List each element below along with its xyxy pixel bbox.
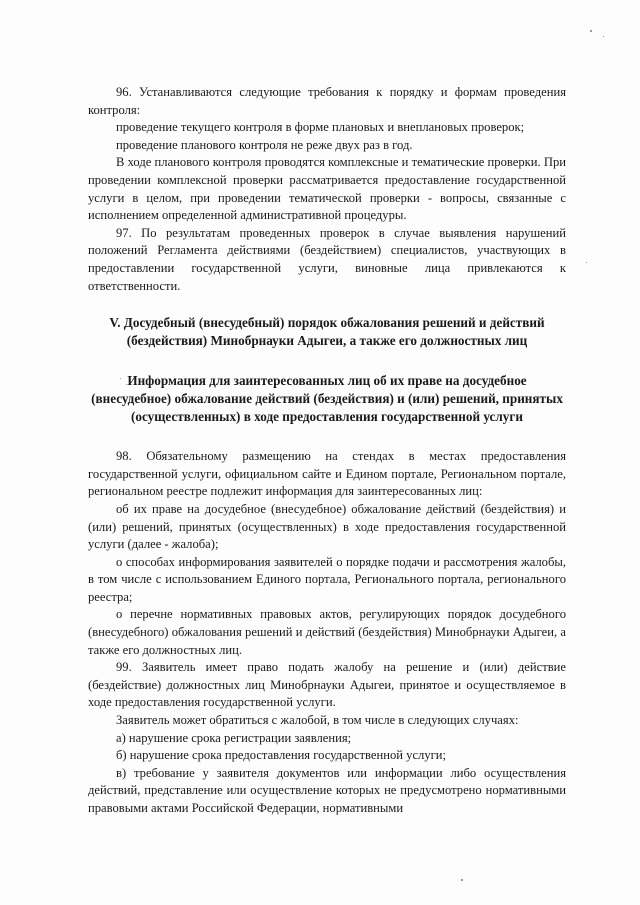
paragraph-99: 99. Заявитель имеет право подать жалобу на решение и (или) действие (бездействие) должностных лиц Минобрнауки Адыгеи, принятое и осуществляемое в ходе предоставления государственной услуги. xyxy=(88,660,566,710)
paragraph-98-acts: о перечне нормативных правовых актов, регулирующих порядок досудебного (внесудебного) обжалования решений и действий (бездействия) Минобрнауки Адыгеи, а также его должностных лиц. xyxy=(88,607,566,657)
scan-speck xyxy=(590,30,592,32)
paragraph-96-checks: В ходе планового контроля проводятся комплексные и тематические проверки. При проведении комплексной проверки рассматривается предоставление государственной услуги в целом, при проведении тематической проверки - вопросы, связанные с исполнением определенной административной процедуры. xyxy=(88,155,566,223)
case-a: а) нарушение срока регистрации заявления; xyxy=(116,730,352,745)
paragraph-96-intro: 96. Устанавливаются следующие требования к порядку и формам проведения контроля: xyxy=(88,85,566,117)
paragraph-98-methods: о способах информирования заявителей о порядке подачи и рассмотрения жалобы, в том числе с использованием Единого портала, Регионального портала, регионального реестра; xyxy=(88,554,566,604)
paragraph-96-current-control: проведение текущего контроля в форме плановых и внеплановых проверок; xyxy=(116,120,525,135)
scan-speck xyxy=(586,262,587,263)
section-5-title: V. Досудебный (внесудебный) порядок обжалования решений и действий (бездействия) Минобрнауки Адыгеи, а также его должностных лиц xyxy=(109,315,545,349)
case-c: в) требование у заявителя документов или информации либо осуществления действий, представление или осуществление которых не предусмотрено нормативными правовыми актами Российской Федерации, нормативными xyxy=(88,765,566,815)
paragraph-98-right: об их праве на досудебное (внесудебное) обжалование действий (бездействия) и (или) решений, принятых (осуществленных) в ходе предоставления государственной услуги (далее - жалоба); xyxy=(88,501,566,552)
paragraph-97: 97. По результатам проведенных проверок в случае выявления нарушений положений Регламента действиями (бездействием) специалистов, участвующих в предоставлении государственной услуги, виновные лица привлекаются к ответственности. xyxy=(88,225,566,293)
paragraph-99-cases: Заявитель может обратиться с жалобой, в том числе в следующих случаях: xyxy=(116,713,519,728)
case-b: б) нарушение срока предоставления государственной услуги; xyxy=(116,748,447,763)
scan-speck xyxy=(603,36,604,37)
subsection-title: Информация для заинтересованных лиц об их праве на досудебное (внесудебное) обжалование действий (бездействия) и (или) решений, принятых (осуществленных) в ходе предоставления государственной услуги xyxy=(91,373,563,425)
paragraph-96-planned-control: проведение планового контроля не реже двух раз в год. xyxy=(116,137,413,152)
document-body xyxy=(88,84,566,818)
paragraph-98-intro: 98. Обязательному размещению на стендах в местах предоставления государственной услуги, официальном сайте и Едином портале, Региональном портале, региональном реестре подлежит информация для заинтересованных лиц: xyxy=(88,449,566,499)
scan-speck xyxy=(461,879,463,881)
